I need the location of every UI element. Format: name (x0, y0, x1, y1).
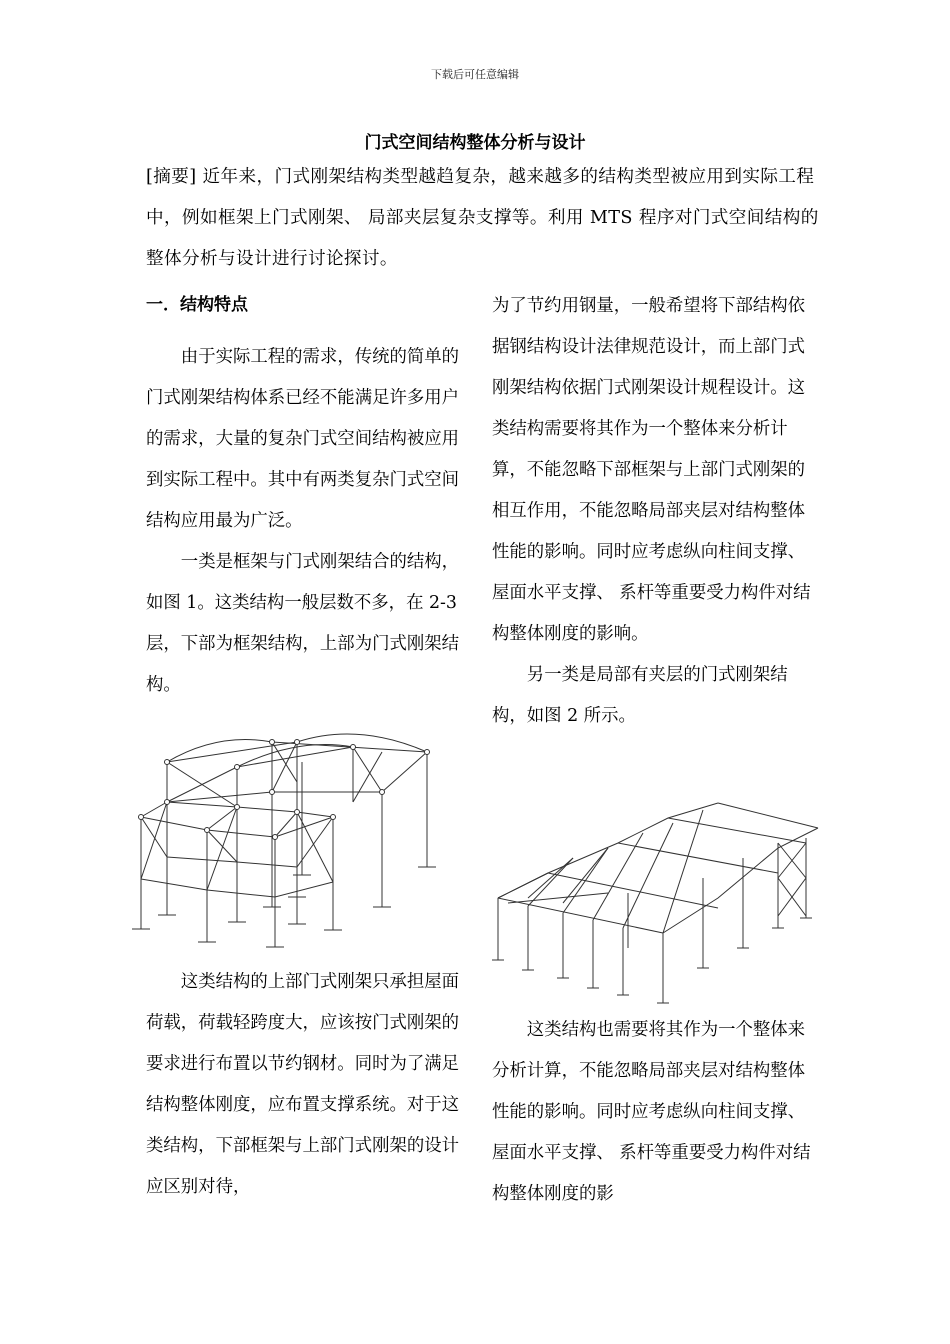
page-header-note: 下载后可任意编辑 (431, 68, 519, 81)
paragraph-intro: 由于实际工程的需求，传统的简单的门式刚架结构体系已经不能满足许多用户的需求，大量的复杂门式空间结构被应用到实际工程中。其中有两类复杂门式空间结构应用最为广泛。 (146, 347, 460, 531)
figure-2-mezzanine-structure (488, 798, 840, 1010)
section-heading: 一．结构特点 (146, 295, 248, 315)
left-column-bottom (146, 962, 461, 1208)
right-column-bottom (492, 1010, 812, 1215)
paragraph-type-one: 一类是框架与门式刚架结合的结构，如图 1。这类结构一般层数不多，在 2-3 层，下部为框架结构，上部为门式刚架结构。 (146, 552, 460, 695)
support-symbols (132, 867, 436, 947)
paragraph-type-two-detail: 这类结构也需要将其作为一个整体来分析计算，不能忽略局部夹层对结构整体性能的影响。同时应考虑纵向柱间支撑、 屋面水平支撑、 系杆等重要受力构件对结构整体刚度的影 (492, 1020, 811, 1204)
abstract-paragraph: [摘要] 近年来，门式刚架结构类型越趋复杂，越来越多的结构类型被应用到实际工程中，例如框架上门式刚架、 局部夹层复杂支撑等。利用 MTS 程序对门式空间结构的整体分析与设计进行讨论探讨。 (146, 167, 819, 269)
left-column-top (146, 337, 461, 706)
right-column-top (492, 286, 812, 737)
document-title: 门式空间结构整体分析与设计 (364, 133, 586, 153)
paragraph-type-one-detail: 这类结构的上部门式刚架只承担屋面荷载，荷载轻跨度大，应该按门式刚架的要求进行布置以节约钢材。同时为了满足结构整体刚度，应布置支撑系统。对于这类结构，下部框架与上部门式刚架的设计应区别对待， (146, 972, 460, 1197)
figure-1-frame-structure (128, 722, 468, 967)
paragraph-type-two: 另一类是局部有夹层的门式刚架结构，如图 2 所示。 (492, 665, 788, 726)
paragraph-continued: 为了节约用钢量，一般希望将下部结构依据钢结构设计法律规范设计，而上部门式刚架结构依据门式刚架设计规程设计。这类结构需要将其作为一个整体来分析计算，不能忽略下部框架与上部门式刚架的相互作用，不能忽略局部夹层对结构整体性能的影响。同时应考虑纵向柱间支撑、 屋面水平支撑、 系杆等重要受力构件对结构整体刚度的影响。 (492, 296, 811, 644)
